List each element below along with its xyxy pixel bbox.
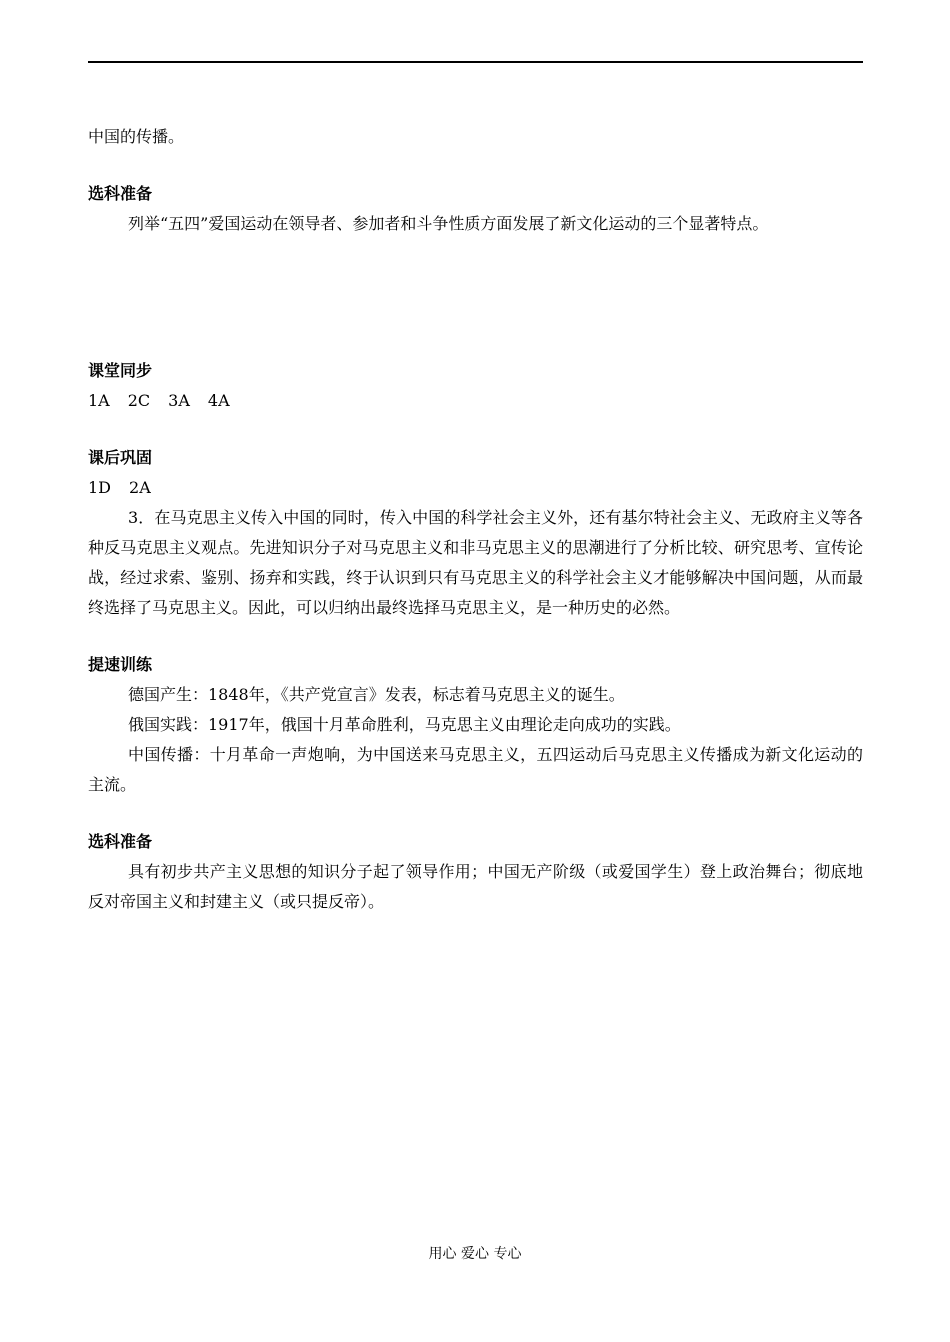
page-footer: 用心 爱心 专心 xyxy=(428,1246,522,1262)
answer-item: 1D xyxy=(88,478,112,497)
speed-line-germany: 德国产生：1848年，《共产党宣言》发表，标志着马克思主义的诞生。 xyxy=(128,685,625,704)
answer-item: 4A xyxy=(207,391,230,410)
continued-text: 中国的传播。 xyxy=(88,127,185,146)
section-heading-speed-training: 提速训练 xyxy=(88,655,153,674)
speed-line-china: 中国传播：十月革命一声炮响，为中国送来马克思主义，五四运动后马克思主义传播成为新文化运动的主流。 xyxy=(88,745,863,794)
consolidation-answer-3: 3．在马克思主义传入中国的同时，传入中国的科学社会主义外，还有基尔特社会主义、无政府主义等各种反马克思主义观点。先进知识分子对马克思主义和非马克思主义的思潮进行了分析比较、研究思考、宣传论战，经过求索、鉴别、扬弃和实践，终于认识到只有马克思主义的科学社会主义才能够解决中国问题，从而最终选择了马克思主义。因此，可以归纳出最终选择马克思主义，是一种历史的必然。 xyxy=(88,508,863,617)
prep-question: 列举“五四”爱国运动在领导者、参加者和斗争性质方面发展了新文化运动的三个显著特点。 xyxy=(128,214,769,233)
answer-item: 2A xyxy=(129,478,151,497)
class-sync-answers xyxy=(88,386,863,416)
answer-item: 1A xyxy=(88,391,110,410)
section-heading-consolidation: 课后巩固 xyxy=(88,448,153,467)
header-rule xyxy=(88,61,863,63)
prep-answer: 具有初步共产主义思想的知识分子起了领导作用；中国无产阶级（或爱国学生）登上政治舞台；彻底地反对帝国主义和封建主义（或只提反帝）。 xyxy=(88,862,863,911)
section-heading-class-sync: 课堂同步 xyxy=(88,361,153,380)
document-body xyxy=(88,122,863,917)
answer-item: 2C xyxy=(127,391,151,410)
section-heading-prep-2: 选科准备 xyxy=(88,832,153,851)
section-heading-prep-1: 选科准备 xyxy=(88,184,153,203)
consolidation-answers xyxy=(88,473,863,503)
speed-line-russia: 俄国实践：1917年，俄国十月革命胜利，马克思主义由理论走向成功的实践。 xyxy=(128,715,681,734)
answer-item: 3A xyxy=(168,391,190,410)
